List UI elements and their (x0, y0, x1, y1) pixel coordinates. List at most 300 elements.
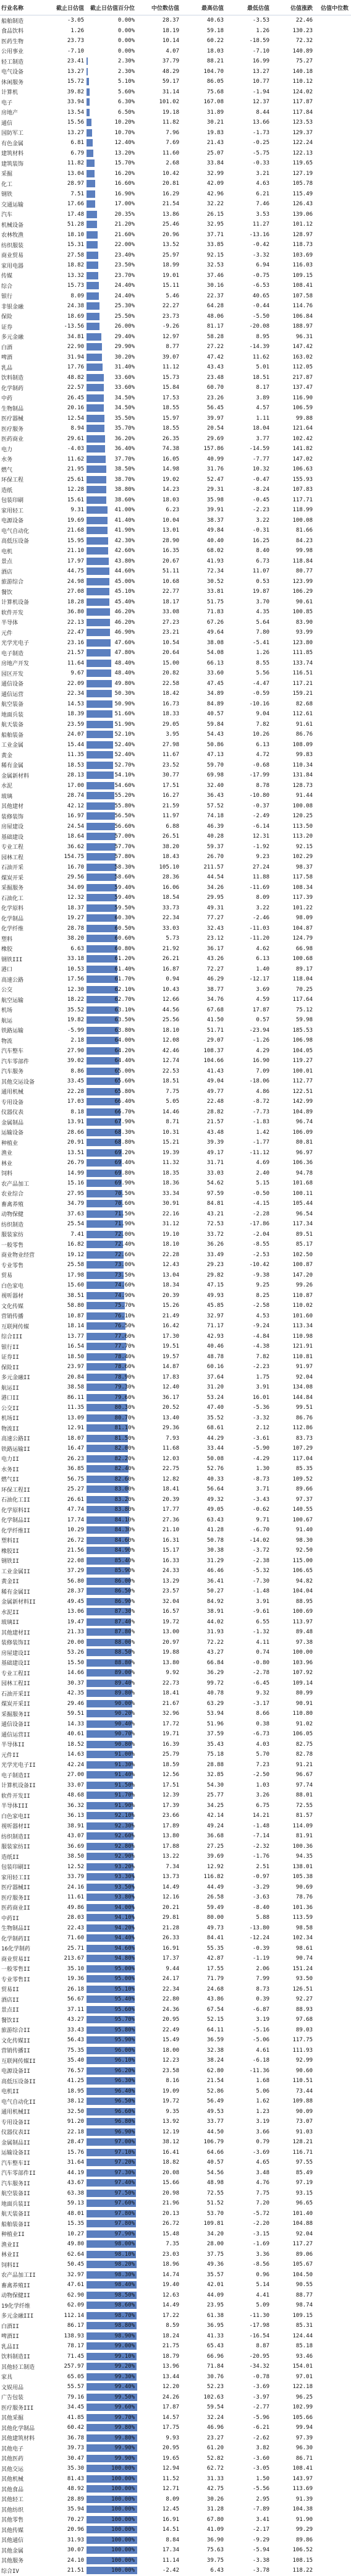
change: 99.98 (295, 548, 313, 555)
industry-name: 机场II (1, 1416, 19, 1422)
current-value: 44.75 (67, 568, 84, 575)
industry-name: 其他交运 (1, 2466, 24, 2473)
percentile-label: 76.10% (114, 1312, 135, 1319)
max-value: 60.70 (206, 385, 224, 391)
current-value: 34.81 (67, 333, 84, 340)
percentile-cell (87, 149, 137, 158)
percentile-cell (87, 1464, 137, 1473)
change: 109.52 (292, 1476, 313, 1482)
current-value: 10.87 (67, 1312, 84, 1319)
median: 12.66 (162, 997, 179, 1003)
table-row (0, 1434, 351, 1444)
median: 16.27 (162, 793, 179, 799)
industry-name: 专用设备II (1, 2119, 30, 2126)
table-row (0, 240, 351, 250)
max-value: 44.49 (206, 1884, 224, 1890)
current-value: 47.61 (67, 2282, 84, 2289)
percentile-label: 47.60% (114, 639, 135, 646)
percentile-label: 94.80% (114, 1955, 135, 1962)
percentile-label: 96.20% (114, 2067, 135, 2074)
max-value: 72.55 (206, 2190, 224, 2196)
median: 42.46 (162, 1047, 179, 1054)
change: 119.65 (292, 160, 313, 167)
percentile-cell (87, 1668, 137, 1677)
current-value: 49.86 (67, 1904, 84, 1911)
min-value: 10.26 (252, 731, 269, 738)
industry-name: 其他建材II (1, 1630, 30, 1636)
percentile-cell (87, 88, 137, 96)
percentile-cell (87, 1312, 137, 1320)
percentile-label: 100.00% (111, 2567, 135, 2574)
percentile-label: 98.20% (114, 2261, 135, 2268)
percentile-cell (87, 1077, 137, 1086)
current-value: 29.61 (67, 435, 84, 442)
median: 30.91 (162, 1201, 179, 1207)
industry-name: 汽车整车 (1, 1048, 24, 1055)
industry-name: 采掘 (1, 171, 13, 178)
change: 91.61 (295, 721, 313, 728)
percentile-label: 66.70% (114, 1108, 135, 1115)
table-row (0, 1291, 351, 1301)
current-value: 21.68 (67, 527, 84, 534)
current-value: 6.63 (70, 945, 84, 952)
min-value: 7.20 (256, 2200, 269, 2207)
percentile-label: 38.60% (114, 496, 135, 503)
table-row (0, 1332, 351, 1342)
table-row (0, 566, 351, 577)
change: 108.34 (292, 884, 313, 891)
min-value: 2.40 (256, 1170, 269, 1176)
table-row (0, 2341, 351, 2352)
change: 139.06 (292, 211, 313, 218)
change: 100.36 (292, 1843, 313, 1850)
change: 99.51 (295, 1405, 313, 1411)
min-value: -9.24 (252, 1323, 269, 1330)
max-value: 31.93 (206, 1629, 224, 1636)
max-value: 34.76 (206, 997, 224, 1003)
table-row (0, 862, 351, 873)
table-row (0, 2494, 351, 2505)
percentile-cell (87, 812, 137, 820)
median: 15.11 (162, 283, 179, 289)
min-value: -3.60 (252, 2455, 269, 2462)
change: 92.50 (295, 1547, 313, 1554)
change: 103.69 (292, 252, 313, 258)
min-value: -14.39 (249, 344, 269, 351)
current-value: 22.34 (67, 691, 84, 697)
table-row (0, 26, 351, 36)
min-value: 9.32 (256, 1690, 269, 1697)
industry-name: 航空装备 (1, 702, 24, 708)
table-row (0, 393, 351, 404)
median: 39.07 (162, 354, 179, 360)
min-value: -0.75 (252, 272, 269, 279)
min-value: 3.77 (256, 435, 269, 442)
median: 16.73 (162, 700, 179, 707)
median: 16.06 (162, 884, 179, 891)
current-value: 27.58 (67, 252, 84, 258)
current-value: 25.27 (67, 1486, 84, 1493)
percentile-label: 65.80% (114, 1088, 135, 1095)
percentile-cell (87, 210, 137, 219)
industry-name: 商业物业经营 (1, 1252, 35, 1259)
percentile-cell (87, 2169, 137, 2177)
change: 106.98 (292, 1037, 313, 1044)
percentile-cell (87, 1883, 137, 1892)
industry-name: 高速公路II (1, 1436, 30, 1443)
industry-name: 造纸II (1, 1854, 19, 1861)
min-value: 4.72 (256, 752, 269, 759)
median: 12.71 (162, 2486, 179, 2493)
median: 18.35 (162, 1170, 179, 1176)
min-value: -1.48 (252, 1822, 269, 1829)
max-value: 54.56 (206, 2169, 224, 2176)
industry-name: 运输设备 (1, 1130, 24, 1137)
median: 15.48 (162, 2230, 179, 2237)
current-value: 22.08 (67, 1557, 84, 1564)
max-value: 37.59 (206, 1731, 224, 1738)
change: 134.08 (292, 1384, 313, 1391)
current-value: 30.47 (67, 2455, 84, 2462)
current-value: 11.61 (67, 1894, 84, 1901)
change: 117.39 (292, 895, 313, 901)
industry-name: 林业 (1, 1160, 13, 1167)
table-row (0, 781, 351, 791)
min-value: -4.38 (252, 1343, 269, 1350)
current-value: 12.91 (67, 1425, 84, 1432)
min-value: -7.77 (252, 456, 269, 462)
min-value: 11.62 (252, 354, 269, 360)
industry-name: 乳品 (1, 365, 13, 372)
industry-name: 家用轻工II (1, 1874, 30, 1881)
table-row (0, 97, 351, 108)
max-value: 49.36 (206, 2261, 224, 2268)
industry-name: 装修装饰 (1, 814, 24, 820)
median: 12.56 (162, 1772, 179, 1779)
industry-name: 铁路运输 (1, 1028, 24, 1035)
min-value: -1.73 (252, 129, 269, 136)
table-row (0, 2545, 351, 2556)
min-value: 5.06 (256, 2088, 269, 2094)
median: 74.38 (162, 446, 179, 453)
median: 22.16 (162, 1210, 179, 1217)
percentile-cell (87, 1373, 137, 1382)
min-value: -18.06 (249, 1078, 269, 1085)
max-value: 44.02 (206, 1618, 224, 1625)
median: 18.42 (162, 691, 179, 697)
industry-name: 餐饮 (1, 589, 13, 596)
current-value: 13.77 (67, 1333, 84, 1340)
median: 9.92 (166, 1670, 179, 1677)
min-value: -7.10 (252, 48, 269, 54)
change: 100.08 (292, 802, 313, 809)
percentile-label: 92.30% (114, 1822, 135, 1829)
median: 12.63 (162, 2292, 179, 2298)
max-value: 97.59 (206, 1190, 224, 1197)
percentile-cell (87, 2199, 137, 2208)
table-row (0, 464, 351, 475)
percentile-label: 88.50% (114, 1649, 135, 1656)
median: 20.08 (162, 2169, 179, 2176)
max-value: 32.85 (206, 1772, 224, 1779)
industry-name: 通用机械 (1, 1089, 24, 1096)
min-value: -0.25 (252, 140, 269, 147)
median: 15.66 (162, 2180, 179, 2187)
percentile-cell (87, 914, 137, 922)
current-value: 24.98 (67, 578, 84, 585)
table-row (0, 1882, 351, 1893)
current-value: 86.17 (67, 2323, 84, 2329)
percentile-label: 77.60% (114, 1333, 135, 1340)
table-row (0, 1668, 351, 1678)
median: 7.96 (166, 129, 179, 136)
current-value: 23.16 (67, 639, 84, 646)
table-row (0, 36, 351, 46)
table-row (0, 2066, 351, 2077)
current-value: 33.18 (67, 956, 84, 963)
current-value: 71.60 (67, 1935, 84, 1942)
change: 104.38 (292, 2506, 313, 2513)
table-row (0, 1474, 351, 1485)
percentile-cell (87, 312, 137, 321)
min-value: 4.29 (256, 1047, 269, 1054)
industry-name: 通信 (1, 120, 13, 127)
industry-name: 园区开发 (1, 671, 24, 678)
max-value: 46.46 (206, 1568, 224, 1575)
max-value: 61.20 (206, 2445, 224, 2452)
min-value: -2.04 (252, 1231, 269, 1238)
table-row (0, 1842, 351, 1852)
percentile-cell (87, 118, 137, 127)
industry-name: 家用电器 (1, 263, 24, 270)
current-value: 8.18 (70, 1108, 84, 1115)
percentile-label: 54.60% (114, 782, 135, 789)
table-row (0, 985, 351, 995)
percentile-label: 98.80% (114, 2323, 135, 2329)
min-value: 40.65 (252, 292, 269, 299)
percentile-label: 15.70% (114, 160, 135, 167)
max-value: 67.54 (206, 2006, 224, 2013)
percentile-label: 100.00% (111, 2536, 135, 2543)
percentile-label: 82.60% (114, 1476, 135, 1482)
percentile-cell (87, 240, 137, 249)
percentile-cell (87, 2413, 137, 2422)
current-value: 28.37 (67, 1588, 84, 1595)
change: 118.04 (292, 976, 313, 983)
max-value: 53.94 (206, 1711, 224, 1717)
max-value: 56.49 (206, 2098, 224, 2105)
table-row (0, 312, 351, 322)
industry-name: 种植业II (1, 2232, 25, 2238)
max-value: 49.24 (206, 1822, 224, 1829)
percentile-cell (87, 2291, 137, 2300)
industry-name: 视听器材 (1, 1293, 24, 1300)
industry-name: 基础建设 (1, 834, 24, 841)
percentile-cell (87, 1138, 137, 1147)
table-row (0, 2525, 351, 2535)
current-value: 43.07 (67, 1833, 84, 1840)
median: 11.12 (162, 364, 179, 371)
max-value: 39.91 (206, 507, 224, 514)
current-value: 18.07 (67, 1435, 84, 1442)
max-value: 75.63 (206, 2547, 224, 2554)
table-row (0, 2270, 351, 2281)
current-value: 22.09 (67, 680, 84, 687)
table-row (0, 2086, 351, 2097)
table-row (0, 1413, 351, 1424)
median: 16.57 (162, 1609, 179, 1615)
percentile-cell (87, 1006, 137, 1014)
change: 99.88 (295, 415, 313, 422)
max-value: 34.89 (206, 691, 224, 697)
percentile-cell (87, 1067, 137, 1076)
industry-name: 16化学制药 (1, 1946, 30, 1953)
min-value: -3.38 (252, 2557, 269, 2564)
current-value: -5.99 (67, 1027, 84, 1034)
median: 15.84 (162, 385, 179, 391)
industry-name: 高低压设备 (1, 538, 30, 545)
table-row (0, 2209, 351, 2219)
median: 13.01 (162, 527, 179, 534)
industry-name: 旅游综合II (1, 2028, 30, 2034)
min-value: -1.26 (252, 1037, 269, 1044)
change: 94.82 (295, 1578, 313, 1584)
industry-name: 水泥II (1, 1609, 19, 1616)
min-value: -2.32 (252, 1843, 269, 1850)
max-value: 50.27 (206, 1588, 224, 1595)
percentile-label: 92.60% (114, 1833, 135, 1840)
table-row (0, 2127, 351, 2138)
median: 11.82 (162, 119, 179, 126)
min-value: 0.39 (256, 1996, 269, 2003)
table-row (0, 1260, 351, 1270)
min-value: 3.26 (256, 1792, 269, 1799)
current-value: 23.59 (67, 721, 84, 728)
median: 18.33 (162, 711, 179, 718)
industry-name: 地面兵装 (1, 712, 24, 718)
table-row (0, 1015, 351, 1026)
percentile-label: 92.80% (114, 1843, 135, 1850)
table-row (0, 403, 351, 414)
percentile-label: 74.90% (114, 1292, 135, 1299)
industry-name: 汽车整车II (1, 2160, 30, 2167)
min-value: 14.21 (252, 1813, 269, 1819)
percentile-cell (87, 1822, 137, 1830)
industry-name: 医药生物 (1, 38, 24, 45)
change: 92.99 (295, 2057, 313, 2064)
min-value: -8.56 (252, 2261, 269, 2268)
change: 73.07 (295, 2119, 313, 2125)
median: 13.96 (162, 2363, 179, 2370)
industry-name: 塑料 (1, 936, 13, 943)
percentile-label: 2.30% (117, 68, 135, 75)
percentile-label: 52.10% (114, 731, 135, 738)
max-value: 38.24 (206, 2057, 224, 2064)
current-value: 12.32 (67, 895, 84, 901)
max-value: 41.50 (206, 1017, 224, 1024)
median: 6.88 (166, 823, 179, 830)
percentile-cell (87, 2495, 137, 2504)
percentile-cell (87, 1557, 137, 1565)
industry-name: 白色家电II (1, 1813, 30, 1820)
current-value: 14.66 (67, 1670, 84, 1677)
change: 117.04 (292, 1455, 313, 1462)
current-value: 16.70 (67, 864, 84, 870)
percentile-label: 58.60% (114, 874, 135, 881)
change: 114.76 (292, 303, 313, 310)
percentile-label: 99.70% (114, 2414, 135, 2421)
change: 131.84 (292, 772, 313, 779)
table-row (0, 1270, 351, 1281)
current-value: 43.27 (67, 2017, 84, 2023)
min-value: 2.95 (256, 2496, 269, 2502)
max-value: 66.96 (206, 2353, 224, 2360)
current-value: 6.81 (70, 140, 84, 147)
industry-name: 煤炭开采II (1, 1701, 30, 1708)
min-value: -0.39 (252, 1945, 269, 1952)
median: 27.36 (162, 1516, 179, 1523)
current-value: 12.54 (67, 415, 84, 422)
current-value: 33.79 (67, 1874, 84, 1881)
industry-name: 动物保健II (1, 2293, 30, 2300)
change: 117.27 (292, 2241, 313, 2248)
max-value: 32.99 (206, 170, 224, 177)
percentile-cell (87, 169, 137, 178)
median: 10.04 (162, 517, 179, 524)
percentile-cell (87, 1607, 137, 1616)
min-value: -8.40 (252, 1904, 269, 1911)
change: 127.19 (292, 170, 313, 177)
median: -2.42 (162, 2567, 179, 2574)
percentile-cell (87, 2056, 137, 2065)
min-value: -2.20 (252, 2221, 269, 2227)
header-percentile: 截止日估值百分位 (90, 5, 135, 12)
industry-name: 机械设备 (1, 222, 24, 229)
change: 117.34 (292, 1221, 313, 1228)
table-row (0, 219, 351, 230)
change: 112.77 (292, 1078, 313, 1085)
median: 4.07 (166, 48, 179, 54)
min-value: 4.41 (256, 2292, 269, 2298)
current-value: 22.90 (67, 344, 84, 351)
industry-name: 橡胶II (1, 1548, 19, 1555)
median: 11.52 (162, 2475, 179, 2482)
percentile-cell (87, 496, 137, 504)
industry-name: 中药II (1, 1915, 19, 1922)
median: 20.95 (162, 2445, 179, 2452)
table-row (0, 2198, 351, 2209)
percentile-cell (87, 2464, 137, 2473)
change: 81.57 (295, 1813, 313, 1819)
percentile-cell (87, 2087, 137, 2096)
percentile-label: 6.50% (117, 109, 135, 116)
max-value: 59.70 (206, 762, 224, 768)
percentile-label: 88.00% (114, 1639, 135, 1646)
table-row (0, 1709, 351, 1719)
industry-name: 其他零售 (1, 2517, 24, 2524)
table-row (0, 250, 351, 261)
min-value: -0.97 (252, 1874, 269, 1881)
max-value: 40.57 (206, 2159, 224, 2166)
current-value: 21.95 (67, 466, 84, 473)
percentile-label: 10.20% (114, 119, 135, 126)
max-value: 67.80 (206, 2516, 224, 2523)
current-value: 17.74 (67, 1516, 84, 1523)
min-value: 1.03 (256, 1782, 269, 1788)
change: 70.25 (295, 986, 313, 993)
change: 80.77 (295, 568, 313, 575)
percentile-label: 97.40% (114, 2180, 135, 2187)
